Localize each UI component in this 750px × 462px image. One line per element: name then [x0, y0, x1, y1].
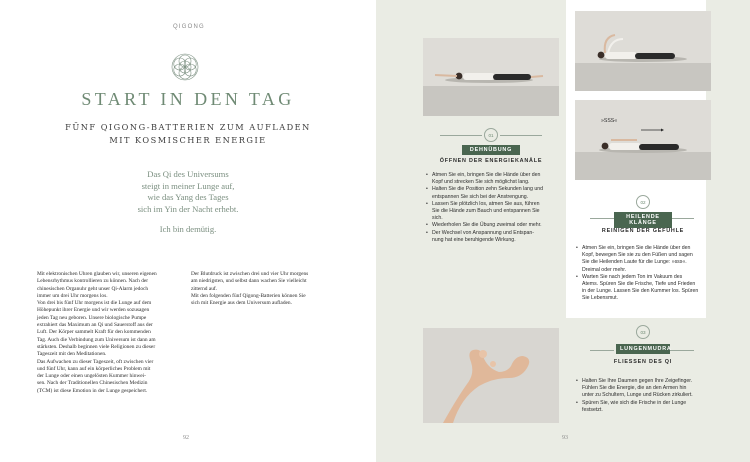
person-lying-figure — [423, 38, 559, 116]
list-item — [425, 186, 561, 200]
list-item-line: • Der Wechsel von Anspannung und Entspan- — [432, 229, 534, 236]
body-line: chinesischen Organuhr geht unser Qi-Alarm jedoch — [37, 285, 149, 292]
poem-line: steigt in meiner Lunge auf, — [141, 180, 235, 191]
list-item-line: Kopf, bewegen Sie sie zu den Füßen und sagen — [582, 252, 693, 259]
step1-instructions — [425, 172, 561, 244]
step3-subhead: FLIESSEN DES QI — [613, 359, 673, 365]
body-line: sich mit Energie aus dem Universum aufladen. — [191, 300, 292, 307]
sss-sound-label: »SSS« — [601, 118, 618, 124]
photo-healing-sound — [575, 100, 711, 180]
body-line: Mit den folgenden fünf Qigong-Batterien können Sie — [191, 292, 306, 299]
step1-subhead: ÖFFNEN DER ENERGIEKANÄLE — [439, 158, 543, 164]
body-line: Von drei bis fünf Uhr morgens ist die Lunge auf dem — [37, 300, 152, 307]
list-item-line: • Atmen Sie ein, bringen Sie die Hände über den — [432, 172, 541, 178]
list-item — [425, 201, 561, 223]
list-item-line: unter zu Schultern, Lunge und Rücken zirkuliert. — [582, 392, 693, 399]
list-item-line: • Halten Sie die Position zehn Sekunden lang und — [432, 186, 544, 193]
list-item-line: • Lassen Sie plötzlich los, atmen Sie aus, führen — [432, 200, 540, 207]
page-subtitle — [0, 121, 376, 147]
body-line: Höhepunkt ihrer Energie und wir werden sozusagen — [37, 307, 150, 314]
person-arms-up-figure — [575, 11, 711, 91]
body-line: extrahiert das Maximum an Qi und Sauerstoff aus der — [37, 322, 153, 329]
poem-line: sich im Yin der Nacht erhebt. — [137, 203, 239, 214]
body-line: zitternd auf. — [191, 285, 218, 292]
list-item — [575, 400, 715, 414]
body-line: Tag. Auch die Verbindung zum Universum ist dann am — [37, 336, 156, 343]
subtitle-line: FÜNF QIGONG-BATTERIEN ZUM AUFLADEN — [65, 122, 311, 132]
step1-badge: DEHNÜBUNG — [462, 145, 520, 155]
list-item-line: sich. — [432, 215, 443, 222]
right-page — [376, 0, 750, 462]
list-item — [425, 172, 561, 186]
divider — [670, 350, 694, 351]
poem-closing: Ich bin demütig. — [159, 224, 217, 234]
list-item-line: in der Lunge. Lassen Sie den Kummer los. Spüren — [582, 288, 699, 295]
body-line: Mit elektronischen Uhren glauben wir, unseren eigenen — [37, 271, 157, 277]
body-line: jeden Tag neu geboren. Unsere biologische Pumpe — [37, 314, 147, 321]
body-line: sen. Nach der Traditionellen Chinesischen Medizin — [37, 380, 148, 387]
photo-arms-overhead — [575, 11, 711, 91]
body-line: Lebensrhythmus kontrollieren zu können. Nach der — [37, 278, 149, 285]
body-column-2 — [191, 271, 329, 307]
poem — [0, 169, 376, 215]
page-number-left: 92 — [183, 435, 189, 441]
hand-mudra-figure — [423, 328, 559, 423]
list-item-line: Dreimal oder mehr. — [582, 266, 627, 273]
list-item — [425, 230, 561, 244]
photo-stretch-lying — [423, 38, 559, 116]
body-line: stärksten. Deshalb beginnen viele Religionen zu dieser — [37, 343, 156, 350]
step1-number: 01 — [484, 128, 498, 142]
list-item-line: • Warten Sie nach jedem Ton im Vakuum des — [582, 273, 683, 280]
list-item — [575, 378, 715, 400]
list-item-line: nung hat eine beruhigende Wirkung. — [432, 236, 516, 243]
body-line: am niedrigsten, und selbst dann wachen Sie vielleicht — [191, 278, 307, 285]
page-title: START IN DEN TAG — [81, 89, 295, 109]
person-sss-figure — [575, 100, 711, 180]
list-item-line: • Wiederholen Sie die Übung zweimal oder mehr. — [432, 222, 542, 229]
divider — [590, 350, 614, 351]
body-line: Der Blutdruck ist zwischen drei und vier Uhr morgens — [191, 271, 309, 277]
poem-line: wie das Yang des Tages — [147, 192, 229, 203]
list-item-line: • Spüren Sie, wie sich die Frische in der Lunge — [582, 399, 687, 406]
body-line: (TCM) ist diese Emotion in der Lunge gespeichert. — [37, 387, 148, 394]
body-column-1 — [37, 271, 179, 395]
poem-line: Das Qi des Universums — [147, 169, 229, 179]
body-line: Luft. Der Körper sammelt Kraft für den kommenden — [37, 329, 151, 336]
flower-of-life-icon — [170, 52, 200, 82]
divider — [590, 218, 614, 219]
divider — [670, 218, 694, 219]
list-item-line: Sie die Heilenden Laute für die Lunge: »sss«. — [582, 259, 687, 266]
body-line: immer um drei Uhr morgens los. — [37, 292, 108, 299]
list-item-line: Sie Lebensmut. — [582, 295, 619, 302]
list-item-line: Kopf und strecken Sie sich möglichst lang. — [432, 179, 530, 186]
step3-badge: LUNGENMUDRA — [616, 344, 670, 354]
subtitle-line: MIT KOSMISCHER ENERGIE — [109, 135, 267, 145]
list-item-line: • Atmen Sie ein, bringen Sie die Hände über den — [582, 245, 691, 251]
list-item — [425, 222, 561, 229]
page-number-right: 93 — [562, 435, 568, 441]
body-line: Tageszeit mit den Meditationen. — [37, 351, 107, 358]
divider — [500, 135, 542, 136]
body-line: der Lunge oder einen ungelösten Kummer hinwei- — [37, 373, 146, 380]
list-item-line: Fühlen Sie die Energie, die an den Armen hin — [582, 385, 687, 392]
step3-instructions — [575, 378, 715, 414]
step2-badge: HEILENDE KLÄNGE — [614, 212, 672, 228]
list-item-line: Sie die Hände zum Bauch und entspannen Sie — [432, 208, 540, 215]
divider — [440, 135, 482, 136]
list-item-line: entspannen Sie sich bei der Anstrengung. — [432, 193, 529, 200]
list-item-line: festsetzt. — [582, 406, 603, 413]
step2-subhead: REINIGEN DER GEFÜHLE — [601, 228, 685, 234]
section-label: QIGONG — [173, 24, 205, 30]
photo-lung-mudra — [423, 328, 559, 423]
list-item-line: • Halten Sie Ihre Daumen gegen Ihre Zeigefinger. — [582, 378, 693, 384]
body-line: und fünf Uhr, kann auf ein körperliches Problem mit — [37, 365, 151, 372]
list-item — [575, 245, 711, 274]
step2-instructions — [575, 245, 711, 303]
body-line: Das Aufwachen zu dieser Tageszeit, oft zwischen vier — [37, 358, 154, 365]
step3-number: 03 — [636, 325, 650, 339]
list-item — [575, 274, 711, 303]
step2-number: 02 — [636, 195, 650, 209]
list-item-line: Atems. Spüren Sie die Frische, Tiefe und Frieden — [582, 281, 696, 288]
